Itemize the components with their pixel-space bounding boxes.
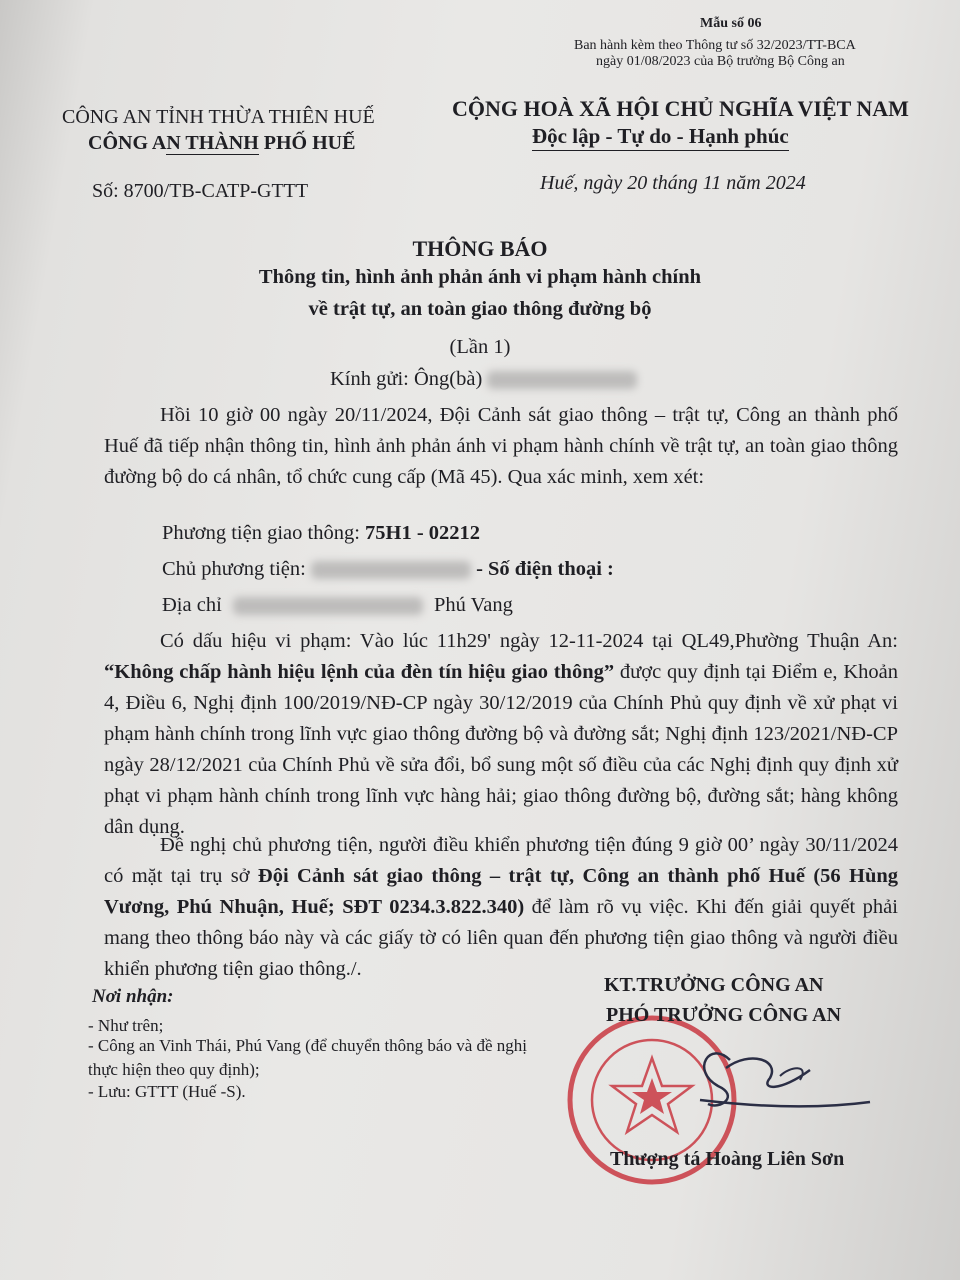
request-paragraph: Đề nghị chủ phương tiện, người điều khiển phương tiện đúng 9 giờ 00’ ngày 30/11/2024 có mặt tại trụ sở Đội Cảnh sát giao thông – trật tự, Công an thành phố Huế (56 Hùng Vương, Phú Nhuận, Huế; SĐT 0234.3.822.340) để làm rõ vụ việc. Khi đến giải quyết phải mang theo thông báo này và các giấy tờ có liên quan đến phương tiện giao thông và người điều khiển phương tiện giao thông./. [104, 834, 899, 980]
doc-subtitle-2: về trật tự, an toàn giao thông đường bộ [308, 298, 652, 320]
redacted-name [487, 371, 637, 389]
addressee-label: Kính gửi: Ông(bà) [330, 368, 483, 390]
violation-paragraph: Có dấu hiệu vi phạm: Vào lúc 11h29' ngày 12-11-2024 tại QL49,Phường Thuận An: “Không chấp hành hiệu lệnh của đèn tín hiệu giao thông” được quy định tại Điểm e, Khoản 4, Điều 6, Nghị định 100/2019/NĐ-CP ngày 30/12/2019 của Chính Phủ quy định về xử phạt vi phạm hành chính trong lĩnh vực giao thông đường bộ và đường sắt; Nghị định 123/2021/NĐ-CP ngày 28/12/2021 của Chính Phủ về sửa đổi, bổ sung một số điều của các Nghị định quy định xử phạt vi phạm hành chính trong lĩnh vực hàng hải; giao thông đường bộ, đường sắt; hàng không dân dụng. [104, 630, 898, 838]
recipients-label: Nơi nhận: [92, 986, 174, 1007]
form-issued-line1: Ban hành kèm theo Thông tư số 32/2023/TT-BCA [574, 38, 856, 53]
doc-title: THÔNG BÁO [412, 236, 548, 261]
handwritten-signature [660, 1030, 890, 1140]
vehicle-plate: 75H1 - 02212 [365, 522, 481, 544]
owner-line [162, 558, 614, 581]
owner-label: Chủ phương tiện: [162, 558, 306, 580]
recipient-item: - Lưu: GTTT (Huế -S). [88, 1082, 246, 1101]
place-date: Huế, ngày 20 tháng 11 năm 2024 [540, 172, 806, 194]
motto: Độc lập - Tự do - Hạnh phúc [532, 124, 789, 151]
occurrence: (Lần 1) [449, 336, 511, 358]
doc-subtitle-1: Thông tin, hình ảnh phản ánh vi phạm hành chính [258, 266, 702, 288]
intro-paragraph: Hồi 10 giờ 00 ngày 20/11/2024, Đội Cảnh sát giao thông – trật tự, Công an thành phố Huế đã tiếp nhận thông tin, hình ảnh phản ánh vi phạm hành chính về trật tự, an toàn giao thông đường bộ do cá nhân, tổ chức cung cấp (Mã 45). Qua xác minh, xem xét: [104, 404, 898, 488]
violation-title: “Không chấp hành hiệu lệnh của đèn tín hiệu giao thông” [104, 661, 615, 683]
signatory-title-1: KT.TRƯỞNG CÔNG AN [604, 974, 824, 996]
redacted-owner [311, 561, 471, 579]
country-name: CỘNG HOÀ XÃ HỘI CHỦ NGHĨA VIỆT NAM [452, 96, 909, 121]
addressee [330, 368, 637, 391]
agency-sub: CÔNG AN THÀNH PHỐ HUẾ [88, 132, 356, 154]
signatory-title-2: PHÓ TRƯỞNG CÔNG AN [606, 1004, 842, 1026]
address-line [162, 594, 513, 617]
form-number: Mẫu số 06 [700, 16, 762, 31]
address-tail: Phú Vang [434, 594, 513, 616]
redacted-address [233, 597, 423, 615]
office-address: Đội Cảnh sát giao thông – trật tự, Công an thành phố Huế (56 Hùng Vương, Phú Nhuận, Huế; SĐT 0234.3.822.340) [104, 865, 899, 918]
address-label: Địa chỉ [162, 594, 222, 616]
vehicle-line [162, 522, 480, 545]
agency-top: CÔNG AN TỈNH THỪA THIÊN HUẾ [62, 106, 375, 128]
document-number: Số: 8700/TB-CATP-GTTT [92, 180, 309, 202]
signatory-name: Thượng tá Hoàng Liên Sơn [610, 1148, 845, 1170]
form-issued-line2: ngày 01/08/2023 của Bộ trưởng Bộ Công an [596, 54, 845, 69]
recipient-item: - Công an Vinh Thái, Phú Vang (để chuyển thông báo và đề nghị thực hiện theo quy định); [88, 1036, 528, 1079]
phone-label: - Số điện thoại : [470, 558, 614, 580]
recipient-item: - Như trên; [88, 1016, 164, 1035]
vehicle-label: Phương tiện giao thông: [162, 522, 366, 544]
